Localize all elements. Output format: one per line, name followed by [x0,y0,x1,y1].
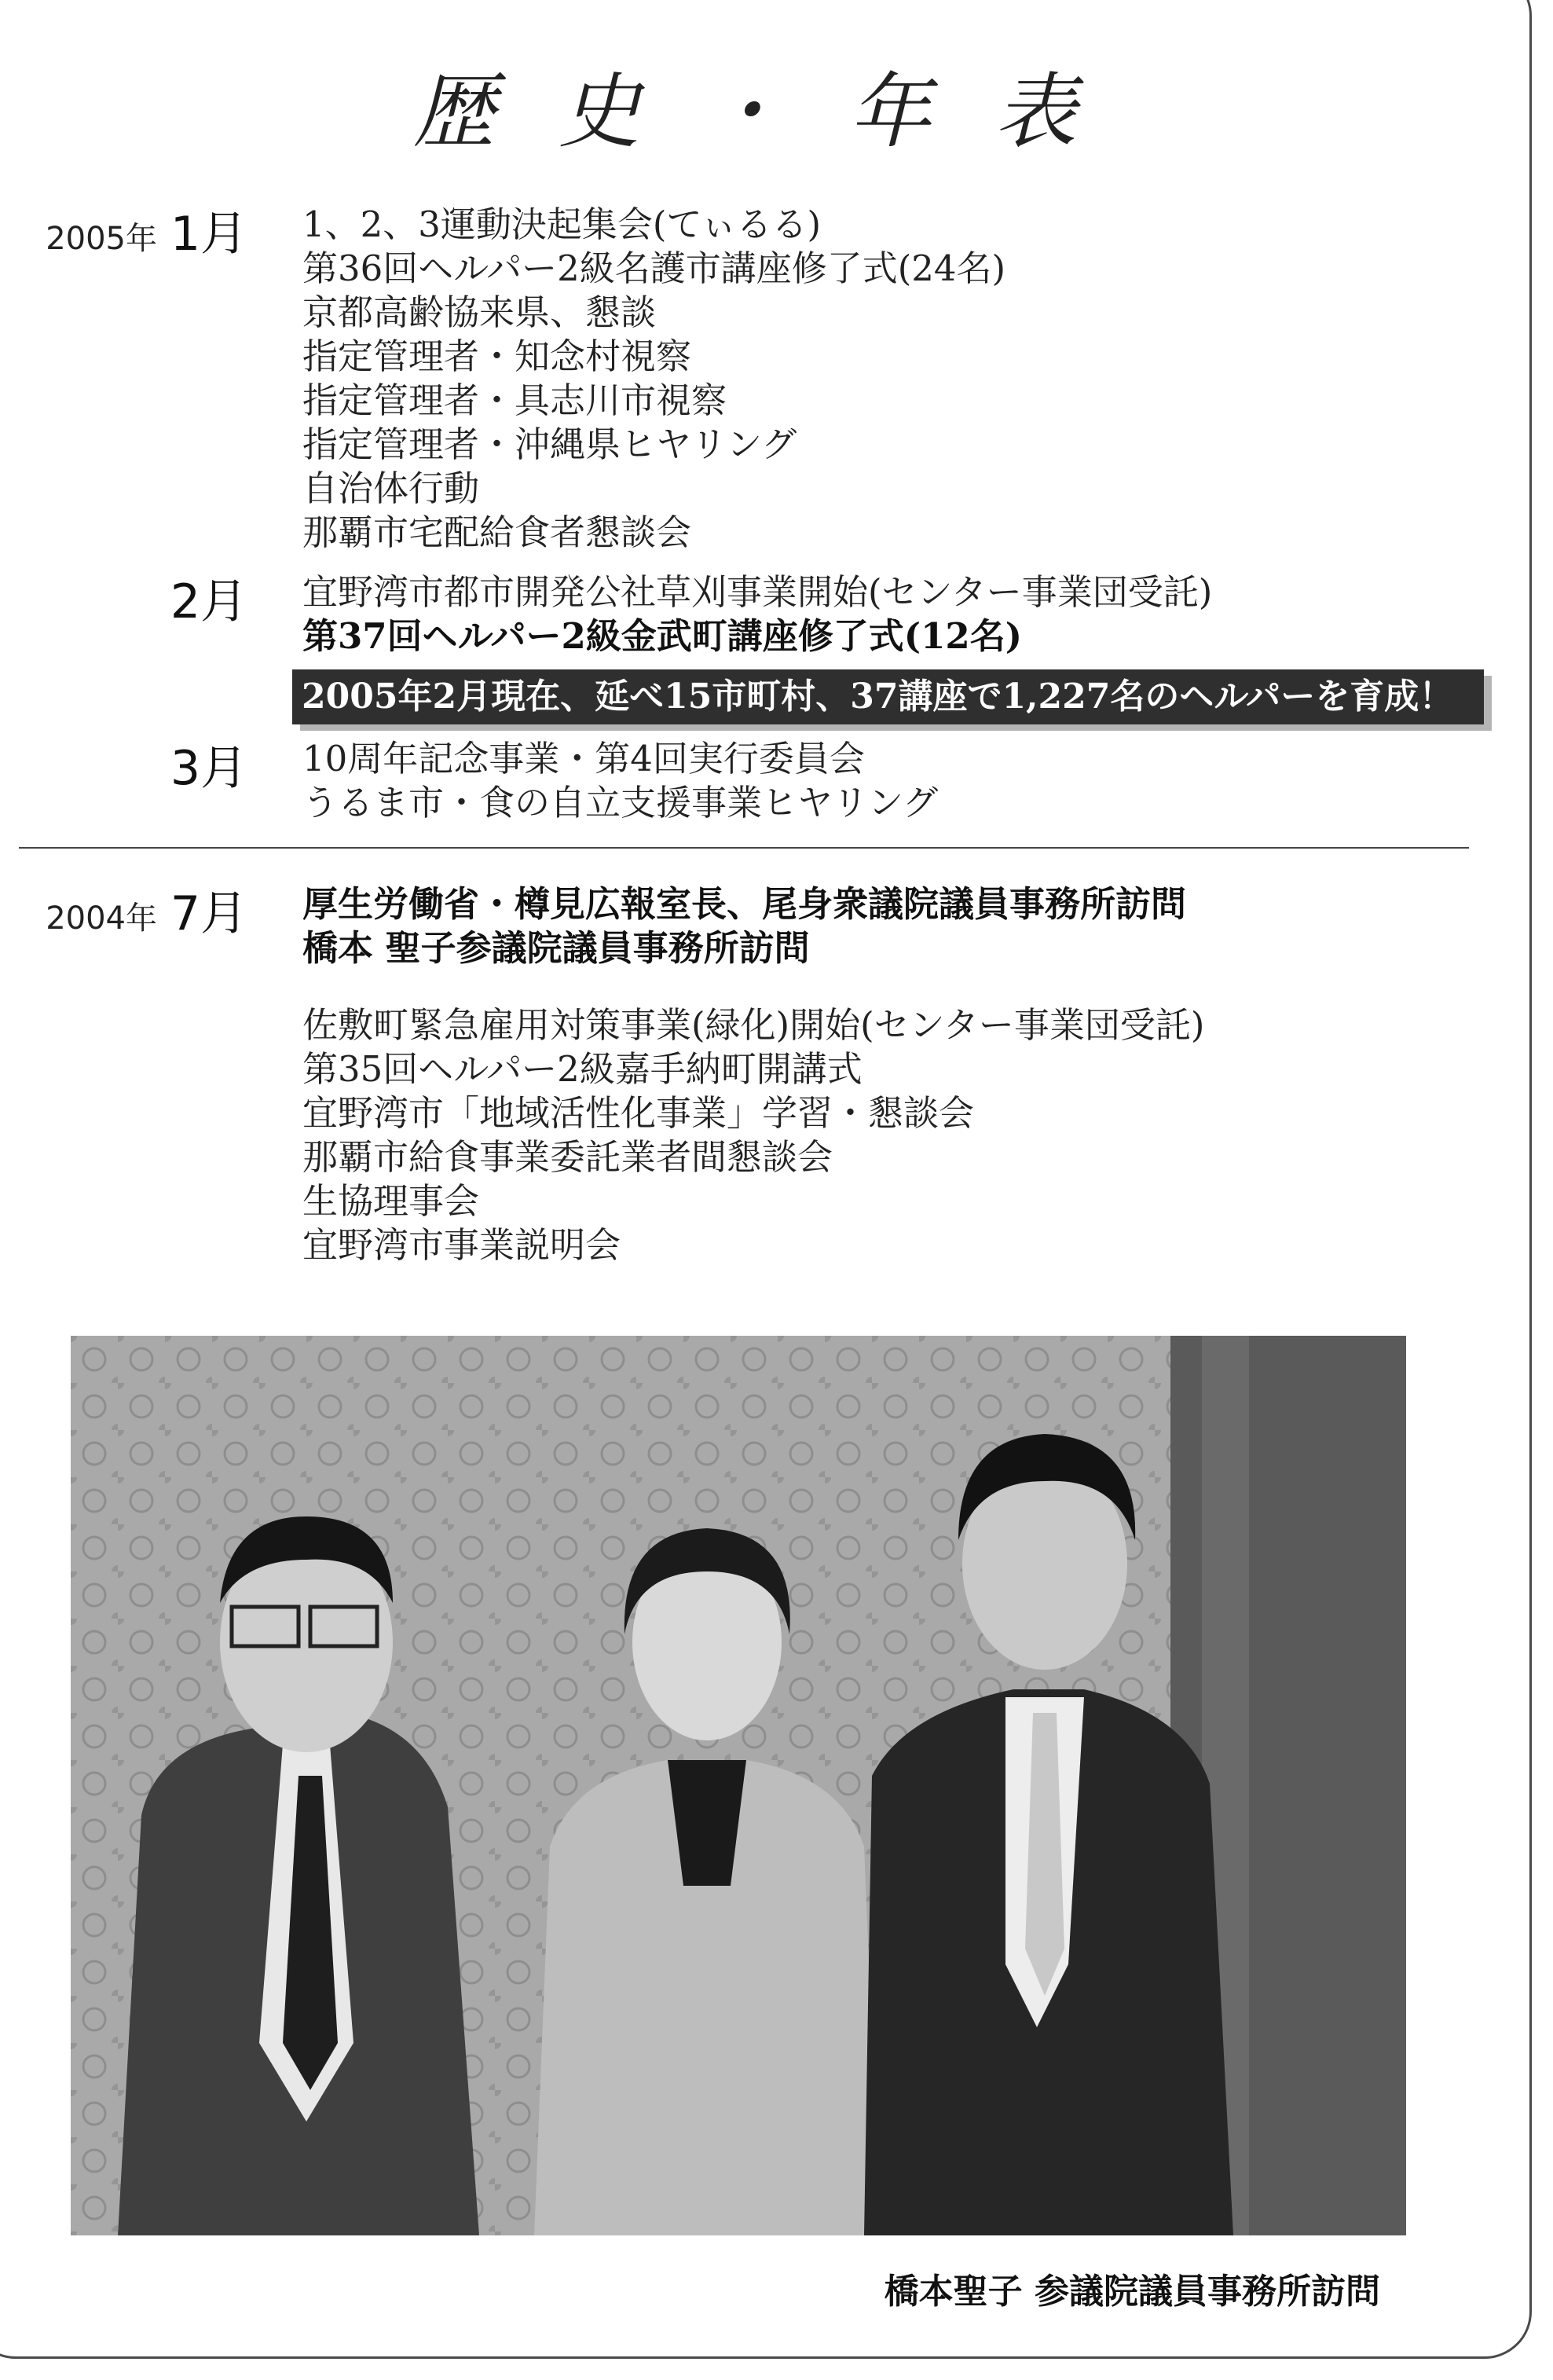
list-item: 1、2、3運動決起集会(てぃるる) [302,204,822,245]
highlight-banner: 2005年2月現在、延べ15市町村、37講座で1,227名のヘルパーを育成！ [292,669,1484,724]
section-divider [19,847,1469,849]
photo-caption: 橋本聖子 参議院議員事務所訪問 [884,2272,1380,2312]
list-item: 宜野湾市事業説明会 [302,1224,621,1266]
list-item: 橋本 聖子参議院議員事務所訪問 [302,927,810,969]
list-item: 生協理事会 [302,1180,480,1222]
list-item: 10周年記念事業・第4回実行委員会 [302,738,865,779]
event-list-feb [302,570,1212,658]
list-item: 厚生労働省・樽見広報室長、尾身衆議院議員事務所訪問 [302,883,1187,925]
month-label-feb: 2月 [170,574,247,629]
list-item: 指定管理者・具志川市視察 [302,380,727,421]
photo-illustration [71,1336,1406,2235]
year-label-2004: 2004年 [46,900,157,937]
event-list-jan [302,203,1005,555]
month-label-jan: 1月 [170,207,247,262]
event-list-jul [302,882,1204,1267]
list-item: 佐敷町緊急雇用対策事業(緑化)開始(センター事業団受託) [302,1004,1205,1046]
list-item: 那覇市宅配給食者懇談会 [302,512,692,553]
list-item: 宜野湾市都市開発公社草刈事業開始(センター事業団受託) [302,571,1213,613]
month-label-jul: 7月 [170,886,247,941]
year-label-2005: 2005年 [46,221,157,257]
list-item: 第37回ヘルパー2級金武町講座修了式(12名) [302,615,1022,657]
list-item: 第35回ヘルパー2級嘉手納町開講式 [302,1048,863,1090]
list-item: 指定管理者・知念村視察 [302,336,692,377]
list-item: 自治体行動 [302,468,480,509]
list-item: 那覇市給食事業委託業者間懇談会 [302,1136,833,1178]
month-label-mar: 3月 [170,741,247,796]
list-item: 指定管理者・沖縄県ヒヤリング [302,424,797,465]
page-title: 歴 史 ・ 年 表 [412,64,1096,160]
list-item: うるま市・食の自立支援事業ヒヤリング [302,782,939,823]
group-photo [71,1336,1406,2235]
event-list-mar [302,737,938,825]
list-item: 宜野湾市「地域活性化事業」学習・懇談会 [302,1092,975,1134]
list-item: 第36回ヘルパー2級名護市講座修了式(24名) [302,248,1006,289]
list-item: 京都高齢協来県、懇談 [302,292,657,333]
